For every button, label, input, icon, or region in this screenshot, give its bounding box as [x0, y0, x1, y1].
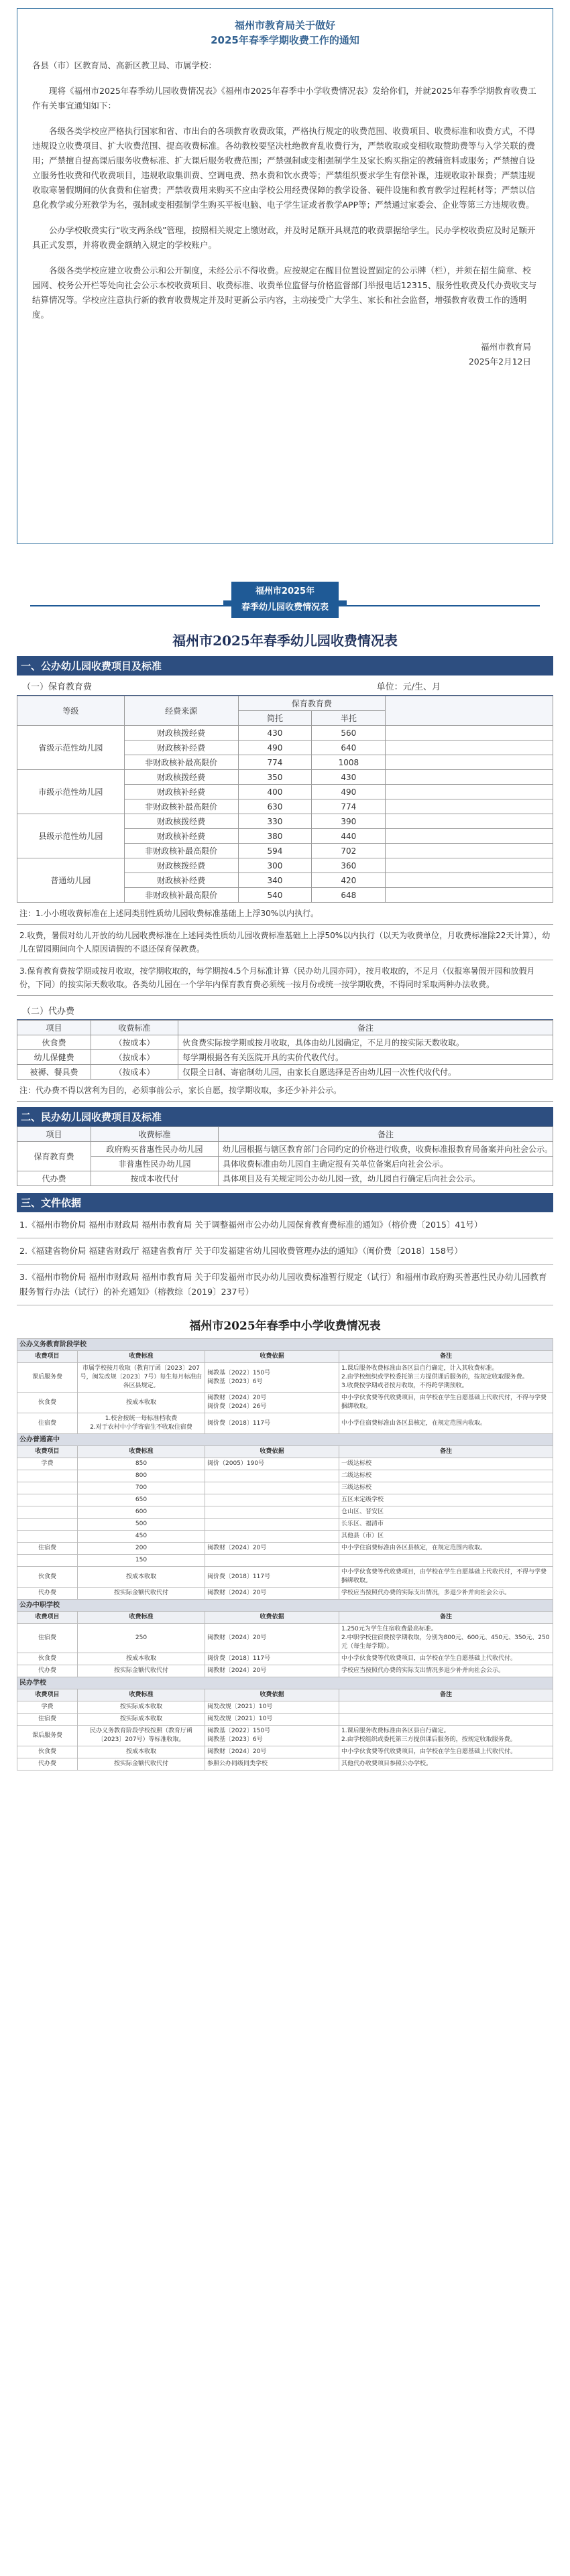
- cell-item: 住宿费: [17, 1624, 78, 1653]
- cell-half: 640: [312, 740, 386, 755]
- cell-half: 420: [312, 873, 386, 888]
- cell-item: [17, 1470, 78, 1482]
- col-remark: 备注: [339, 1612, 553, 1624]
- school-fee-table: [17, 1338, 553, 1770]
- unit-label: 单位：元/生、月: [376, 682, 441, 692]
- cell-blank: [386, 814, 553, 829]
- cell-std: 按成本收取: [78, 1746, 205, 1758]
- kindergarten-title: 福州市2025年春季幼儿园收费情况表: [172, 633, 398, 649]
- cell-blank: [386, 888, 553, 903]
- cell-remark: 学校应当按照代办费的实际支出情况，多退少补并向社会公示。: [339, 1588, 553, 1600]
- document-basis-3: 3.《福州市物价局 福州市财政局 福州市教育局 关于印发福州市民办幼儿园收费标准暂行规定（试行）和福州市政府购买普惠性民办幼儿园教育服务暂行办法（试行）的补充通知》（榕教综〔2019〕237号）: [17, 1265, 553, 1305]
- cell-std: 600: [78, 1506, 205, 1519]
- cell-std: 按实际金额代收代付: [78, 1758, 205, 1770]
- cell-half: 490: [312, 785, 386, 799]
- cell-basis: 闽教基〔2022〕150号 闽教基〔2023〕6号: [205, 1363, 339, 1393]
- document-basis-1: 1.《福州市物价局 福州市财政局 福州市教育局 关于调整福州市公办幼儿园保育教育费标准的通知》（榕价费〔2015〕41号）: [17, 1212, 553, 1238]
- cell-remark: 其他县（市）区: [339, 1531, 553, 1543]
- cell-item: 课后服务费: [17, 1726, 78, 1746]
- cell-blank: [386, 829, 553, 844]
- cell-half: 390: [312, 814, 386, 829]
- cell-item: 伙食费: [17, 1653, 78, 1665]
- table-row: [17, 1494, 553, 1506]
- notice-paragraph-3: 公办学校收费实行“收支两条线”管理，按照相关规定上缴财政，并及时足额开具规范的收费票据给学生。民办学校收费应及时足额开具正式发票，并将收费金额纳入规定的学校账户。: [32, 225, 536, 250]
- cell-basis: 闽教财〔2024〕20号 闽价费〔2024〕26号: [205, 1393, 339, 1413]
- cell-source: 财政核拨经费: [124, 858, 238, 873]
- cell-std: 650: [78, 1494, 205, 1506]
- cell-item: 伙食费: [17, 1035, 91, 1050]
- table-row: [17, 1519, 553, 1531]
- subsection-agent-fee: [17, 1000, 553, 1020]
- cell-blank: [386, 799, 553, 814]
- cell-simple: 330: [238, 814, 312, 829]
- cell-level: 省级示范性幼儿园: [17, 726, 125, 770]
- col-remark: 备注: [339, 1446, 553, 1458]
- cell-remark: 仓山区、晋安区: [339, 1506, 553, 1519]
- private-col-remark: 备注: [219, 1127, 553, 1142]
- cell-level: 县级示范性幼儿园: [17, 814, 125, 858]
- col-std: 收费标准: [78, 1446, 205, 1458]
- subsection-care-fee: [17, 675, 553, 696]
- cell-blank: [386, 755, 553, 770]
- table-row: [17, 1543, 553, 1555]
- section-private-schools-label: 民办学校: [17, 1677, 553, 1689]
- cell-std: （按成本）: [91, 1065, 178, 1080]
- cell-basis: [205, 1482, 339, 1494]
- subsection-care-fee-label: （一）保育教育费: [22, 682, 93, 692]
- table-row: [17, 1413, 553, 1434]
- cell-simple: 300: [238, 858, 312, 873]
- cell-remark: 其他代办收费项目参照公办学校。: [339, 1758, 553, 1770]
- cell-std: 250: [78, 1624, 205, 1653]
- col-item: 收费项目: [17, 1351, 78, 1363]
- cell-std: 按成本收代付: [91, 1171, 219, 1186]
- header-row: [17, 1612, 553, 1624]
- cell-std: 非普惠性民办幼儿园: [91, 1157, 219, 1171]
- cell-remark: [339, 1555, 553, 1567]
- cell-level: 市级示范性幼儿园: [17, 770, 125, 814]
- agent-col-std: 收费标准: [91, 1021, 178, 1035]
- notice-title-line1: 福州市教育局关于做好: [234, 19, 335, 31]
- agent-fee-note: 注：代办费不得以营利为目的，必须事前公示，家长自愿，按学期收取，多还少补并公示。: [17, 1080, 553, 1102]
- cell-std: 按实际金额代收代付: [78, 1588, 205, 1600]
- table-row: [17, 1171, 553, 1186]
- private-fee-table-body: [17, 1142, 553, 1186]
- cell-basis: 参照公办同级同类学校: [205, 1758, 339, 1770]
- cell-half: 774: [312, 799, 386, 814]
- table-row: [17, 1701, 553, 1714]
- agent-fee-table-body: [17, 1035, 553, 1080]
- cell-remark: 中小学伙食费等代收费项目，由学校在学生自愿基础上代收代付。: [339, 1746, 553, 1758]
- cell-half: 360: [312, 858, 386, 873]
- cell-std: 500: [78, 1519, 205, 1531]
- cell-item: 伙食费: [17, 1567, 78, 1588]
- school-fee-table-body: [17, 1339, 553, 1770]
- notice-sign-org: 福州市教育局: [480, 342, 531, 352]
- section-public-vocational: [17, 1600, 553, 1612]
- col-half: 半托: [312, 711, 386, 726]
- cell-basis: 闽教财〔2024〕20号: [205, 1624, 339, 1653]
- table-row: [17, 1714, 553, 1726]
- cell-source: 财政核拨经费: [124, 726, 238, 740]
- table-row: [17, 1157, 553, 1171]
- cell-item: 课后服务费: [17, 1363, 78, 1393]
- col-basis: 收费依据: [205, 1689, 339, 1701]
- cell-basis: [205, 1519, 339, 1531]
- cell-std: 按实际成本收取: [78, 1701, 205, 1714]
- cell-remark: 中小学住宿费标准由各区县核定，在规定范围内收取。: [339, 1413, 553, 1434]
- cell-half: 430: [312, 770, 386, 785]
- private-col-item: 项目: [17, 1127, 91, 1142]
- table-row: [17, 1665, 553, 1677]
- col-std: 收费标准: [78, 1351, 205, 1363]
- col-item: 收费项目: [17, 1689, 78, 1701]
- col-basis: 收费依据: [205, 1351, 339, 1363]
- cell-std: 按成本收取: [78, 1653, 205, 1665]
- cell-blank: [386, 785, 553, 799]
- cell-std: 按成本收取: [78, 1567, 205, 1588]
- table-row: [17, 1470, 553, 1482]
- cell-remark: 三级达标校: [339, 1482, 553, 1494]
- cell-basis: 闽教财〔2024〕20号: [205, 1543, 339, 1555]
- cell-std: （按成本）: [91, 1035, 178, 1050]
- cell-blank: [386, 858, 553, 873]
- cell-half: 1008: [312, 755, 386, 770]
- cell-item: 被褥、餐具费: [17, 1065, 91, 1080]
- school-fee-section: [17, 1316, 553, 1770]
- table-row: [17, 858, 553, 873]
- banner-box: [231, 582, 339, 618]
- cell-source: 非财政核补最高限价: [124, 799, 238, 814]
- cell-source: 财政核补经费: [124, 785, 238, 799]
- cell-item: 学费: [17, 1458, 78, 1470]
- cell-basis: 闽教基〔2022〕150号 闽教基〔2023〕6号: [205, 1726, 339, 1746]
- cell-basis: [205, 1494, 339, 1506]
- col-std: 收费标准: [78, 1689, 205, 1701]
- cell-source: 财政核补经费: [124, 740, 238, 755]
- cell-source: 非财政核补最高限价: [124, 844, 238, 858]
- table-row: [17, 1531, 553, 1543]
- cell-simple: 774: [238, 755, 312, 770]
- cell-remark: 每学期根据各有关医院开具的实价代收代付。: [178, 1050, 553, 1065]
- cell-remark: 中小学伙食费等代收费项目，由学校在学生自愿基础上代收代付，不得与学费捆绑收取。: [339, 1393, 553, 1413]
- agent-col-remark: 备注: [178, 1021, 553, 1035]
- cell-remark: [339, 1714, 553, 1726]
- notice-sign-date: 2025年2月12日: [468, 357, 531, 367]
- cell-remark: 一级达标校: [339, 1458, 553, 1470]
- cell-simple: 594: [238, 844, 312, 858]
- cell-simple: 490: [238, 740, 312, 755]
- school-fee-title: 福州市2025年春季中小学收费情况表: [189, 1319, 381, 1333]
- table-row: [17, 1567, 553, 1588]
- cell-simple: 540: [238, 888, 312, 903]
- header-row: [17, 1351, 553, 1363]
- agent-fee-table: [17, 1020, 553, 1080]
- table-row: [17, 1050, 553, 1065]
- cell-level: 普通幼儿园: [17, 858, 125, 903]
- cell-item: 幼儿保健费: [17, 1050, 91, 1065]
- cell-std: 200: [78, 1543, 205, 1555]
- table-row: [17, 1758, 553, 1770]
- col-item: 收费项目: [17, 1446, 78, 1458]
- cell-basis: 闽价费〔2018〕117号: [205, 1653, 339, 1665]
- cell-source: 财政核补经费: [124, 829, 238, 844]
- cell-item: 代办费: [17, 1665, 78, 1677]
- kindergarten-fee-section: [17, 630, 553, 1305]
- care-fee-table-body: [17, 726, 553, 903]
- section-private-schools: [17, 1677, 553, 1689]
- cell-simple: 400: [238, 785, 312, 799]
- cell-item: [17, 1494, 78, 1506]
- banner-line2: 春季幼儿园收费情况表: [241, 602, 329, 613]
- cell-basis: [205, 1555, 339, 1567]
- header-row: [17, 1446, 553, 1458]
- cell-basis: 闽教财〔2024〕20号: [205, 1588, 339, 1600]
- cell-remark: 具体收费标准由幼儿园自主确定报有关单位备案后向社会公示。: [219, 1157, 553, 1171]
- private-fee-table: [17, 1126, 553, 1186]
- cell-blank: [386, 726, 553, 740]
- cell-source: 财政核补经费: [124, 873, 238, 888]
- cell-basis: 闽发改规〔2021〕10号: [205, 1701, 339, 1714]
- notice-title-line2: 2025年春季学期收费工作的通知: [211, 34, 359, 46]
- cell-source: 非财政核补最高限价: [124, 888, 238, 903]
- cell-item: [17, 1482, 78, 1494]
- col-item: 收费项目: [17, 1612, 78, 1624]
- cell-remark: 1.250元为学生住宿收费最高标准。 2.中职学校住宿费按学期收取，分别为800元、600元、450元、350元、250元（每生每学期）。: [339, 1624, 553, 1653]
- table-row: [17, 1555, 553, 1567]
- cell-item: 代办费: [17, 1171, 91, 1186]
- cell-remark: 长乐区、福清市: [339, 1519, 553, 1531]
- agent-col-item: 项目: [17, 1021, 91, 1035]
- col-remark: 备注: [339, 1689, 553, 1701]
- kindergarten-banner: [30, 579, 540, 619]
- cell-basis: 闽价费〔2018〕117号: [205, 1567, 339, 1588]
- cell-item: 伙食费: [17, 1746, 78, 1758]
- cell-item: 住宿费: [17, 1714, 78, 1726]
- cell-remark: 具体项目及有关规定同公办幼儿园一致，幼儿园自行确定后向社会公示。: [219, 1171, 553, 1186]
- notice-salutation: 各县（市）区教育局、高新区教卫局、市属学校：: [32, 60, 217, 70]
- table-row: [17, 1726, 553, 1746]
- cell-source: 财政核拨经费: [124, 814, 238, 829]
- cell-simple: 380: [238, 829, 312, 844]
- cell-blank: [386, 873, 553, 888]
- cell-std: 按成本收取: [78, 1393, 205, 1413]
- cell-basis: [205, 1531, 339, 1543]
- cell-item: 代办费: [17, 1588, 78, 1600]
- cell-remark: 二级达标校: [339, 1470, 553, 1482]
- cell-simple: 340: [238, 873, 312, 888]
- private-col-std: 收费标准: [91, 1127, 219, 1142]
- notice-box: [17, 8, 553, 544]
- cell-item: 伙食费: [17, 1393, 78, 1413]
- banner-line1: 福州市2025年: [255, 586, 315, 596]
- table-row: [17, 770, 553, 785]
- cell-item: [17, 1506, 78, 1519]
- cell-basis: [205, 1506, 339, 1519]
- care-fee-table: [17, 696, 553, 903]
- notice-paragraph-1: 现将《福州市2025年春季幼儿园收费情况表》《福州市2025年春季中小学收费情况表》发给你们，并就2025年春季学期教育收费工作有关事宜通知如下：: [32, 86, 536, 111]
- cell-remark: 伙食费实际按学期或按月收取，具体由幼儿园确定，不足月的按实际天数收取。: [178, 1035, 553, 1050]
- cell-remark: 1.课后服务收费标准由各区县自行确定。 2.由学校组织或委托第三方提供课后服务的，按规定收取服务费。: [339, 1726, 553, 1746]
- cell-remark: 中小学住宿费标准由各区县核定，在规定范围内收取。: [339, 1543, 553, 1555]
- cell-std: 700: [78, 1482, 205, 1494]
- cell-item: 代办费: [17, 1758, 78, 1770]
- cell-remark: 幼儿园根据与辖区教育部门合同约定的价格进行收费，收费标准报教育局备案并向社会公示。: [219, 1142, 553, 1157]
- table-row: [17, 1506, 553, 1519]
- table-row: [17, 1142, 553, 1157]
- cell-blank: [386, 740, 553, 755]
- cell-half: 440: [312, 829, 386, 844]
- cell-item: 学费: [17, 1701, 78, 1714]
- cell-blank: [386, 770, 553, 785]
- cell-basis: 闽教财〔2024〕20号: [205, 1665, 339, 1677]
- cell-std: 市属学校按月收取（教育厅函〔2023〕207号，闽发改规〔2023〕7号）每生每月标准由各区县规定。: [78, 1363, 205, 1393]
- table-row: [17, 1653, 553, 1665]
- table-row: [17, 1458, 553, 1470]
- table-row: [17, 1624, 553, 1653]
- cell-remark: 五区未定级学校: [339, 1494, 553, 1506]
- section-public-highschool: [17, 1434, 553, 1446]
- cell-simple: 630: [238, 799, 312, 814]
- cell-source: 财政核拨经费: [124, 770, 238, 785]
- cell-half: 702: [312, 844, 386, 858]
- table-row: [17, 1393, 553, 1413]
- section-private-kindergarten: 二、民办幼儿园收费项目及标准: [17, 1107, 553, 1126]
- cell-item: [17, 1555, 78, 1567]
- table-row: [17, 814, 553, 829]
- col-simple: 简托: [238, 711, 312, 726]
- cell-half: 560: [312, 726, 386, 740]
- section-public-compulsory-label: 公办义务教育阶段学校: [17, 1339, 553, 1351]
- cell-remark: [339, 1701, 553, 1714]
- header-row: [17, 1689, 553, 1701]
- cell-std: 按实际成本收取: [78, 1714, 205, 1726]
- col-fee: 保育教育费: [238, 696, 386, 711]
- table-row: [17, 1065, 553, 1080]
- cell-remark: 1.课后服务收费标准由各区县自行确定，计入其收费标准。 2.由学校组织或学校委托第三方提供课后服务的，按规定收取服务费。 3.收费按学期或者按月收取，不得跨学期预收。: [339, 1363, 553, 1393]
- cell-basis: 闽教财〔2024〕20号: [205, 1746, 339, 1758]
- col-blank: [386, 696, 553, 726]
- cell-std: 民办义务教育阶段学校按照（教育厅函〔2023〕207号）等标准收取。: [78, 1726, 205, 1746]
- cell-remark: 中小学伙食费等代收费项目，由学校在学生自愿基础上代收代付。: [339, 1653, 553, 1665]
- col-remark: 备注: [339, 1351, 553, 1363]
- cell-simple: 350: [238, 770, 312, 785]
- care-fee-note-3: 3.保育教育费按学期或按月收取，按学期收取的，每学期按4.5个月标准计算（民办幼儿园亦同），按月收取的，不足月（仅报寒暑假开园和放假月份，下同）的按实际天数收取。各类幼儿园在一个学年内保育教育费必须统一按月份或统一按学期收费，不得同时采取两种办法收费。: [17, 960, 553, 996]
- col-std: 收费标准: [78, 1612, 205, 1624]
- table-row: [17, 1035, 553, 1050]
- section-documents: 三、文件依据: [17, 1193, 553, 1212]
- cell-basis: 闽价费〔2018〕117号: [205, 1413, 339, 1434]
- cell-item: [17, 1531, 78, 1543]
- cell-remark: 中小学伙食费等代收费项目，由学校在学生自愿基础上代收代付，不得与学费捆绑收取。: [339, 1567, 553, 1588]
- col-level: 等级: [17, 696, 125, 726]
- table-row: [17, 1588, 553, 1600]
- table-row: [17, 1482, 553, 1494]
- cell-item: 住宿费: [17, 1413, 78, 1434]
- cell-std: 按实际金额代收代付: [78, 1665, 205, 1677]
- cell-basis: 闽发改规〔2021〕10号: [205, 1714, 339, 1726]
- cell-blank: [386, 844, 553, 858]
- cell-std: 800: [78, 1470, 205, 1482]
- cell-remark: 仅限全日制、寄宿制幼儿园，由家长自愿选择是否由幼儿园一次性代收代付。: [178, 1065, 553, 1080]
- notice-paragraph-4: 各级各类学校应建立收费公示和公开制度，未经公示不得收费。应按规定在醒目位置设置固定的公示牌（栏），并须在招生简章、校园网、校务公开栏等处向社会公示本校收费项目、收费标准、收费单位监督与价格监督部门举报电话12315、服务性收费及代办费收支与结算情况等。学校应注意执行新的教育收费规定并及时更新公示内容，主动接受广大学生、家长和社会监督，增强教育收费工作的透明度。: [32, 265, 537, 320]
- notice-paragraph-2: 各级各类学校应严格执行国家和省、市出台的各项教育收费政策，严格执行规定的收费范围、收费项目、收费标准和收费方式，不得违规设立收费项目、扩大收费范围、提高收费标准。各幼教校要坚决杜绝教育乱收费行为，严禁收取或变相收取赞助费等与入学关联的费用；严禁擅自提高课后服务收费标准、扩大课后服务收费范围；严禁强制或变相强制学生及家长购买指定的教辅资料或服务；严禁擅自设立服务性收费和代收费项目，违规收取集训费、空调电费、热水费和饮水费等；严禁组织要求学生有偿补课，违规收取补课费；严禁违规收取寒暑假期间的伙食费和住宿费；严禁收费用来购买不应由学校公用经费保障的教学设备、硬件设施和教育教学过程耗材等；严禁以信息化教学或分班教学为名，强制或变相强制学生购买平板电脑、电子学生证或者教学APP等；严禁通过家委会、企业等第三方违规收费。: [32, 126, 536, 210]
- cell-remark: 学校应当按照代办费的实际支出情况多退少补并向社会公示。: [339, 1665, 553, 1677]
- section-public-highschool-label: 公办普通高中: [17, 1434, 553, 1446]
- cell-std: 政府购买普惠性民办幼儿园: [91, 1142, 219, 1157]
- care-fee-note-1: 注：1.小小班收费标准在上述同类别性质幼儿园收费标准基础上上浮30%以内执行。: [17, 903, 553, 925]
- section-public-kindergarten: 一、公办幼儿园收费项目及标准: [17, 656, 553, 675]
- cell-std: （按成本）: [91, 1050, 178, 1065]
- table-row: [17, 1363, 553, 1393]
- cell-std: 850: [78, 1458, 205, 1470]
- section-public-vocational-label: 公办中职学校: [17, 1600, 553, 1612]
- cell-item: 保育教育费: [17, 1142, 91, 1171]
- cell-item: [17, 1519, 78, 1531]
- cell-std: 450: [78, 1531, 205, 1543]
- cell-std: 150: [78, 1555, 205, 1567]
- cell-item: 住宿费: [17, 1543, 78, 1555]
- cell-basis: [205, 1470, 339, 1482]
- table-row: [17, 1746, 553, 1758]
- col-basis: 收费依据: [205, 1446, 339, 1458]
- cell-basis: 闽价（2005）190号: [205, 1458, 339, 1470]
- cell-half: 648: [312, 888, 386, 903]
- care-fee-note-2: 2.收费，暑假对幼儿开放的幼儿园收费标准在上述同类性质幼儿园收费标准基础上上浮50%以内执行（以天为收费单位，月收费标准除22天计算），幼儿在留园期间向个人原因请假的不退还保育保教费。: [17, 925, 553, 960]
- section-public-compulsory: [17, 1339, 553, 1351]
- document-basis-2: 2.《福建省物价局 福建省财政厅 福建省教育厅 关于印发福建省幼儿园收费管理办法的通知》（闽价费〔2018〕158号）: [17, 1238, 553, 1265]
- table-row: [17, 726, 553, 740]
- col-basis: 收费依据: [205, 1612, 339, 1624]
- cell-std: 1.校舍按统一每标准档收费 2.对于农村中小学寄宿生不收取住宿费: [78, 1413, 205, 1434]
- cell-source: 非财政核补最高限价: [124, 755, 238, 770]
- col-source: 经费来源: [124, 696, 238, 726]
- cell-simple: 430: [238, 726, 312, 740]
- subsection-agent-fee-label: （二）代办费: [22, 1007, 75, 1017]
